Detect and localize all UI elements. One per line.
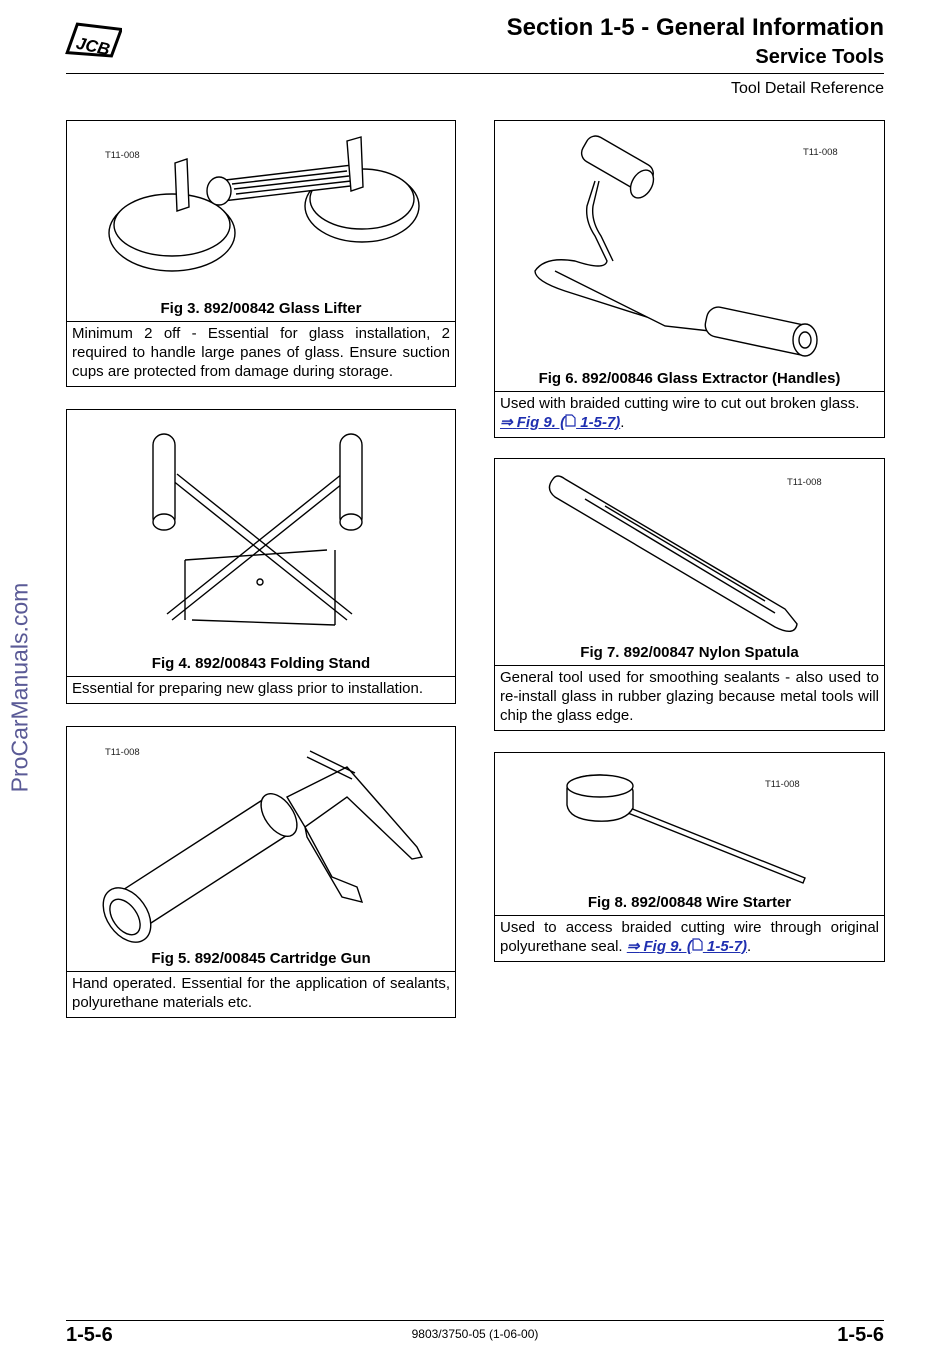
page-number-left: 1-5-6 [66, 1324, 113, 1346]
figure-caption: Fig 5. 892/00845 Cartridge Gun [151, 950, 371, 967]
page-reference: Tool Detail Reference [731, 80, 884, 97]
figure-area [67, 121, 455, 321]
figure-description: Minimum 2 off - Essential for glass installation, 2 required to handle large panes of glass. Ensure suction cups are protected from damage during storage. [67, 321, 455, 386]
description-text: Used to access braided cutting wire through original polyurethane seal. [500, 919, 879, 955]
page-icon [692, 938, 703, 951]
section-title: Section 1-5 - General Information [506, 14, 884, 41]
watermark: ProCarManuals.com [6, 582, 33, 793]
cartridge-gun-illustration [67, 727, 455, 971]
figure-description: Used with braided cutting wire to cut out broken glass. ⇒ Fig 9. ( 1-5-7). [495, 391, 884, 437]
figure-code: T11-008 [105, 747, 140, 758]
figure-area [495, 459, 884, 665]
figure-card-cartridge-gun [66, 726, 456, 1018]
folding-stand-illustration [67, 410, 455, 676]
section-subtitle: Service Tools [755, 46, 884, 68]
wire-starter-illustration [495, 753, 884, 915]
figure-caption: Fig 7. 892/00847 Nylon Spatula [580, 644, 799, 661]
figure-caption: Fig 4. 892/00843 Folding Stand [151, 655, 371, 672]
figure-code: T11-008 [765, 779, 800, 790]
figure-description: General tool used for smoothing sealants - also used to re-install glass in rubber glazing because metal tools will chip the glass edge. [495, 665, 884, 730]
cross-reference-link[interactable]: ⇒ Fig 9. ( 1-5-7) [500, 414, 621, 431]
figure-card-glass-extractor [494, 120, 885, 438]
figure-area [67, 727, 455, 971]
figure-code: T11-008 [787, 477, 822, 488]
figure-description: Hand operated. Essential for the application of sealants, polyurethane materials etc. [67, 971, 455, 1017]
cross-reference-link[interactable]: ⇒ Fig 9. ( 1-5-7) [626, 938, 748, 955]
document-number: 9803/3750-05 (1-06-00) [411, 1327, 539, 1341]
figure-area [495, 121, 884, 391]
figure-card-glass-lifter [66, 120, 456, 387]
figure-description: Used to access braided cutting wire through original polyurethane seal. ⇒ Fig 9. ( 1-5-7). [495, 915, 884, 961]
page-number-right: 1-5-6 [837, 1324, 884, 1346]
figure-code: T11-008 [803, 147, 838, 158]
figure-area [495, 753, 884, 915]
figure-caption: Fig 6. 892/00846 Glass Extractor (Handles) [538, 370, 841, 387]
glass-extractor-illustration [495, 121, 884, 391]
figure-description: Essential for preparing new glass prior to installation. [67, 676, 455, 703]
figure-card-wire-starter [494, 752, 885, 962]
figure-code: T11-008 [105, 150, 140, 161]
jcb-logo [64, 22, 122, 66]
nylon-spatula-illustration [495, 459, 884, 665]
page-icon [565, 414, 576, 427]
figure-caption: Fig 8. 892/00848 Wire Starter [587, 894, 792, 911]
figure-caption: Fig 3. 892/00842 Glass Lifter [160, 300, 362, 317]
header-rule [66, 73, 884, 74]
figure-card-nylon-spatula [494, 458, 885, 731]
figure-card-folding-stand [66, 409, 456, 704]
figure-area [67, 410, 455, 676]
svg-text:JCB: JCB [74, 33, 112, 60]
footer-rule [66, 1320, 884, 1321]
description-text: Used with braided cutting wire to cut out broken glass. [500, 395, 860, 412]
